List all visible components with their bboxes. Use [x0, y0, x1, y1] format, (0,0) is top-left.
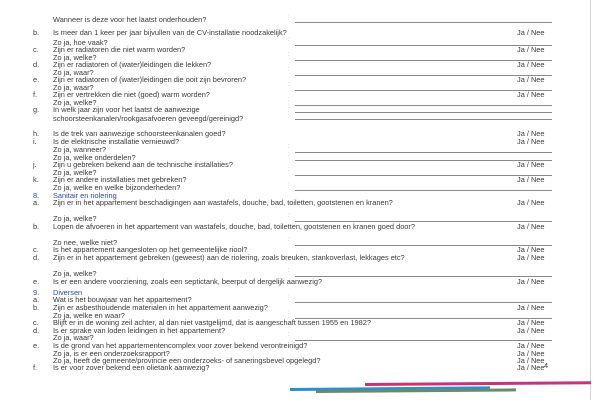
question-label: b. [33, 303, 40, 312]
yes-no-choice[interactable]: Ja / Nee [517, 326, 545, 335]
colon-separator: : [288, 213, 290, 219]
question-text: Zijn er radiatoren of (water)leidingen die lekken? [53, 60, 212, 69]
question-text: Zijn er in het appartement gebreken (geweest) aan de riolering, zoals breuken, stankoverlast, lekkages etc? [53, 253, 405, 262]
yes-no-choice[interactable]: Ja / Nee [517, 356, 545, 365]
question-text: Zo ja, welke? [53, 269, 97, 278]
question-text: Zo nee, welke niet? [53, 238, 118, 247]
question-label: k. [33, 175, 39, 184]
question-text: Zo ja, is er een onderzoeksrapport? [53, 349, 170, 358]
page-number: 4 [544, 361, 549, 370]
question-text: Zijn u gebreken bekend aan de technische installaties? [53, 160, 233, 169]
question-label: d. [33, 253, 40, 262]
yes-no-choice[interactable]: Ja / Nee [517, 303, 545, 312]
question-text: Zijn er in het appartement beschadigingen aan wastafels, douche, bad, toiletten, gootstenen en kranen? [53, 198, 393, 207]
question-text: Zijn er vertrekken die niet (goed) warm worden? [53, 90, 210, 99]
colon-separator: : [288, 104, 290, 110]
colon-separator: : [288, 14, 290, 20]
yes-no-choice[interactable]: Ja / Nee [517, 222, 545, 231]
yes-no-choice[interactable]: Ja / Nee [517, 60, 545, 69]
question-label: a. [33, 198, 40, 207]
question-text: Zijn er asbesthoudende materialen in het appartement aanwezig? [53, 303, 268, 312]
question-text: Zijn er radiatoren die niet warm worden? [53, 45, 186, 54]
yes-no-choice[interactable]: Ja / Nee [517, 137, 545, 146]
yes-no-choice[interactable]: Ja / Nee [517, 341, 545, 350]
colon-separator: : [288, 52, 290, 58]
question-text: Wat is het bouwjaar van het appartement? [53, 295, 192, 304]
page-edge-line [590, 0, 591, 400]
yes-no-choice[interactable]: Ja / Nee [517, 45, 545, 54]
yes-no-choice[interactable]: Ja / Nee [517, 175, 545, 184]
question-text: Is de trek van aanwezige schoorsteenkanalen goed? [53, 129, 226, 138]
question-label: e. [33, 341, 40, 350]
question-text: Zijn er andere installaties met gebreken? [53, 175, 187, 184]
question-label: f. [33, 90, 38, 99]
question-row [0, 277, 560, 286]
yes-no-choice[interactable]: Ja / Nee [517, 253, 545, 262]
decorative-band-pink [365, 381, 591, 386]
yes-no-choice[interactable]: Ja / Nee [517, 198, 545, 207]
question-label: e. [33, 277, 40, 286]
colon-separator: : [288, 167, 290, 173]
question-text: Is er voor zover bekend een olietank aanwezig? [53, 363, 210, 372]
question-text: Zo ja, wanneer? [53, 145, 106, 154]
yes-no-choice[interactable]: Ja / Nee [517, 363, 545, 372]
question-text: Zo ja, waar? [53, 83, 94, 92]
question-text: Zo ja, welke? [53, 214, 97, 223]
question-text: Zo ja, waar? [53, 68, 94, 77]
question-row [0, 222, 560, 239]
question-text: Zijn er radiatoren of (water)leidingen die ooit zijn bevroren? [53, 75, 247, 84]
colon-separator: : [288, 152, 290, 158]
question-row [0, 198, 560, 215]
yes-no-choice[interactable]: Ja / Nee [517, 129, 545, 138]
question-text: Zo ja, heeft de gemeente/provincie een onderzoeks- of saneringsbevel opgelegd? [53, 356, 321, 365]
question-label: c. [33, 318, 39, 327]
answer-line[interactable] [295, 112, 552, 113]
colon-separator: : [288, 310, 290, 316]
question-text: Zo ja, welke? [53, 98, 97, 107]
question-text: Zo ja, welke en welke bijzonderheden? [53, 183, 181, 192]
question-text: Lopen de afvoeren in het appartement van wastafels, douche, bad, toiletten, gootstenen en kranen goed door? [53, 222, 415, 231]
yes-no-choice[interactable]: Ja / Nee [517, 28, 545, 37]
question-label: h. [33, 129, 40, 138]
question-row [0, 253, 560, 270]
question-label: 8. [33, 191, 40, 200]
question-text: Is de elektrische installatie vernieuwd? [53, 137, 180, 146]
question-text: Zo ja, welke? [53, 168, 97, 177]
yes-no-choice[interactable]: Ja / Nee [517, 318, 545, 327]
colon-separator: : [288, 82, 290, 88]
colon-separator: : [288, 237, 290, 243]
colon-separator: : [288, 144, 290, 150]
yes-no-choice[interactable]: Ja / Nee [517, 277, 545, 286]
colon-separator: : [288, 111, 290, 117]
question-text: Is het appartement aangesloten op het gemeentelijke riool? [53, 245, 248, 254]
yes-no-choice[interactable]: Ja / Nee [517, 245, 545, 254]
yes-no-choice[interactable]: Ja / Nee [517, 160, 545, 169]
colon-separator: : [288, 268, 290, 274]
question-label: c. [33, 45, 39, 54]
question-label: i. [33, 137, 37, 146]
question-label: f. [33, 363, 38, 372]
colon-separator: : [288, 182, 290, 188]
yes-no-choice[interactable]: Ja / Nee [517, 75, 545, 84]
question-label: e. [33, 75, 40, 84]
question-text: Blijft er in de woning zeil achter, al dan niet vastgelijmd, dat is aangeschaft tussen 1955 en 1982? [53, 318, 371, 327]
answer-line[interactable] [295, 119, 552, 120]
question-text: Is meer dan 1 keer per jaar bijvullen van de CV-installatie noodzakelijk? [53, 28, 287, 37]
section-title: Sanitair en riolering [53, 191, 117, 200]
question-text: Is er sprake van loden leidingen in het appartement? [53, 326, 226, 335]
decorative-band-green [316, 388, 516, 393]
question-text: Wanneer is deze voor het laatst onderhouden? [53, 15, 207, 24]
question-text: Zo ja, welke en waar? [53, 311, 125, 320]
colon-separator: : [288, 332, 290, 338]
section-title: Diversen [53, 288, 83, 297]
question-row [0, 363, 560, 372]
question-label: d. [33, 60, 40, 69]
question-text: Zo ja, waar? [53, 333, 94, 342]
question-text: Zo ja, welke? [53, 53, 97, 62]
question-text: In welk jaar zijn voor het laatst de aanwezige schoorsteenkanalen/rookgasafvoeren geveegd/gereinigd? [53, 105, 244, 123]
question-text: Is de grond van het appartementencomplex voor zover bekend verontreinigd? [53, 341, 308, 350]
question-row [0, 105, 560, 130]
question-label: c. [33, 245, 39, 254]
question-label: g. [33, 105, 40, 114]
yes-no-choice[interactable]: Ja / Nee [517, 349, 545, 358]
question-label: b. [33, 28, 40, 37]
question-text: Is er een andere voorziening, zoals een septictank, beerput of dergelijk aanwezig? [53, 277, 323, 286]
question-label: j. [33, 160, 37, 169]
question-text: Zo ja, hoe vaak? [53, 38, 108, 47]
question-label: a. [33, 295, 40, 304]
question-row [0, 28, 560, 37]
colon-separator: : [288, 67, 290, 73]
question-text: Zo ja, welke onderdelen? [53, 153, 136, 162]
question-label: d. [33, 326, 40, 335]
colon-separator: : [288, 97, 290, 103]
question-label: 9. [33, 288, 40, 297]
colon-separator: : [288, 294, 290, 300]
question-label: b. [33, 222, 40, 231]
answer-line[interactable] [295, 22, 552, 23]
yes-no-choice[interactable]: Ja / Nee [517, 90, 545, 99]
colon-separator: : [288, 37, 290, 43]
